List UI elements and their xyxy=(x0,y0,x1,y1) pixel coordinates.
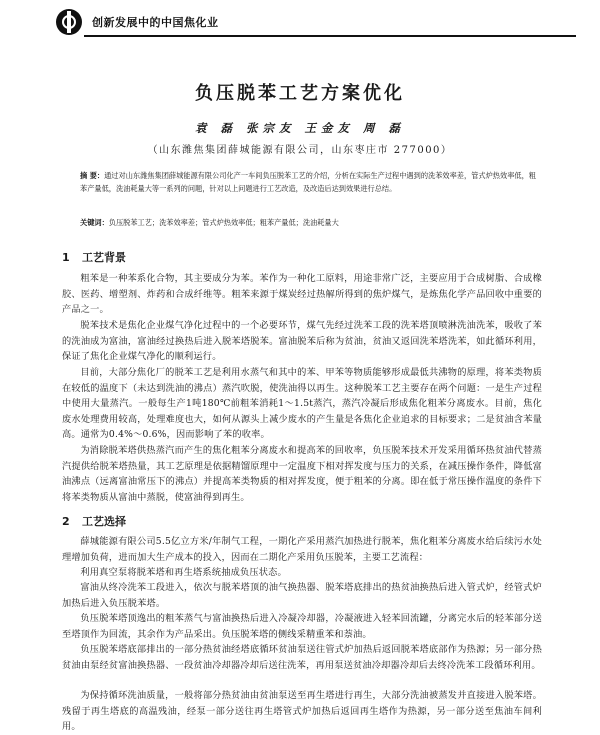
keywords xyxy=(80,216,536,229)
publisher-logo-icon xyxy=(56,9,82,35)
abstract xyxy=(80,169,536,195)
article-affiliation: （山东潍焦集团薛城能源有限公司，山东枣庄市 277000） xyxy=(147,145,453,156)
section-number: 2 xyxy=(62,515,70,528)
paragraph: 利用真空泵将脱苯塔和再生塔系统抽成负压状态。 xyxy=(80,567,287,578)
section-heading xyxy=(62,249,126,265)
paragraph: 目前，大部分焦化厂的脱苯工艺是利用水蒸气和其中的苯、甲苯等物质能够形成最低共沸物的原理，将苯类物质在较低的温度下（未达到洗油的沸点）蒸汽吹脱，使洗油得以再生。这种脱苯工艺主要存在两个问题：一是生产过程中使用大量蒸汽。一般每生产1吨180℃前粗苯消耗1～1.5t蒸汽，蒸汽冷凝后形成焦化粗苯分离废水。目前，焦化废水处理费用较高，处理难度也大，如何从源头上减少废水的产生量是各焦化企业追求的目标要求；二是贫油含苯量高。通常为0.4%～0.6%，因而影响了苯的收率。 xyxy=(62,367,542,440)
paragraph: 富油从终冷洗苯工段进入，依次与脱苯塔顶的油气换热器、脱苯塔底排出的热贫油换热后进入管式炉，经管式炉加热后进入负压脱苯塔。 xyxy=(62,582,542,609)
paragraph: 为消除脱苯塔供热蒸汽而产生的焦化粗苯分离废水和提高苯的回收率，负压脱苯技术开发采用循环热贫油代替蒸汽提供给脱苯塔热量，其工艺原理是依据精馏原理中一定温度下相对挥发度与压力的关系，在减压操作条件，降低富油沸点（远离富油常压下的沸点）并提高苯类物质的相对挥发度，便于粗苯的分离。即在低于常压操作温度的条件下将苯类物质从富油中蒸脱，使富油得到再生。 xyxy=(62,445,542,503)
abstract-label: 摘 要： xyxy=(80,171,105,180)
journal-name: 创新发展中的中国焦化业 xyxy=(92,16,219,29)
keywords-text: 负压脱苯工艺；洗苯效率差；管式炉热效率低；粗苯产量低；洗油耗量大 xyxy=(108,218,339,227)
paragraph: 负压脱苯塔顶逸出的粗苯蒸气与富油换热后进入冷凝冷却器，冷凝液进入轻苯回流罐，分离完水后的轻苯部分送至塔顶作为回流，其余作为产品采出。负压脱苯塔的侧线采精重苯和萘油。 xyxy=(62,613,542,640)
section-title: 工艺选择 xyxy=(82,515,126,528)
paragraph: 负压脱苯塔底部排出的一部分热贫油经塔底循环贫油泵送往管式炉加热后返回脱苯塔底部作为热源；另一部分热贫油由泵经贫富油换热器、一段贫油冷却器冷却后送往洗苯，再用泵送贫油冷却器冷却后去终冷洗苯工段循环利用。 xyxy=(62,644,542,671)
section-title: 工艺背景 xyxy=(82,251,126,264)
paragraph: 薛城能源有限公司5.5亿立方米/年制气工程，一期化产采用蒸汽加热进行脱苯，焦化粗苯分离废水给后续污水处理增加负荷，进而加大生产成本的投入，因而在二期化产采用负压脱苯，主要工艺流程： xyxy=(62,536,542,563)
paragraph: 粗苯是一种苯系化合物，其主要成分为苯。苯作为一种化工原料，用途非常广泛，主要应用于合成树脂、合成橡胶、医药、增塑剂、炸药和合成纤维等。粗苯来源于煤炭经过热解所得到的焦炉煤气，是炼焦化学产品回收中重要的产品之一。 xyxy=(62,273,542,315)
keywords-label: 关键词： xyxy=(80,218,109,227)
abstract-text: 通过对山东潍焦集团薛城能源有限公司化产一车间负压脱苯工艺的介绍，分析在实际生产过程中遇到的洗苯效率差，管式炉热效率低，粗苯产量低，洗油耗量大等一系列的问题，针对以上问题进行工艺改造，及改造后达到效果进行总结。 xyxy=(80,171,536,193)
header-rule xyxy=(84,35,576,37)
journal-header xyxy=(56,9,576,37)
paragraph: 脱苯技术是焦化企业煤气净化过程中的一个必要环节，煤气先经过洗苯工段的洗苯塔顶喷淋洗油洗苯，吸收了苯的洗油成为富油，富油经过换热后进入脱苯塔脱苯。富油脱苯后称为贫油，贫油又返回洗苯塔洗苯，如此循环利用，保证了焦化企业煤气净化的顺利运行。 xyxy=(62,320,542,362)
paragraph: 为保持循环洗油质量，一般将部分热贫油由贫油泵送至再生塔进行再生，大部分洗油被蒸发并直接进入脱苯塔。残留于再生塔底的高温残油，经泵一部分送往再生塔管式炉加热后返回再生塔作为热源，另一部分送至焦油车间利用。 xyxy=(62,690,542,732)
article-authors: 袁 磊 张宗友 王金友 周 磊 xyxy=(194,121,406,135)
section-heading xyxy=(62,513,126,529)
article-title: 负压脱苯工艺方案优化 xyxy=(195,83,405,104)
section-number: 1 xyxy=(62,251,70,264)
